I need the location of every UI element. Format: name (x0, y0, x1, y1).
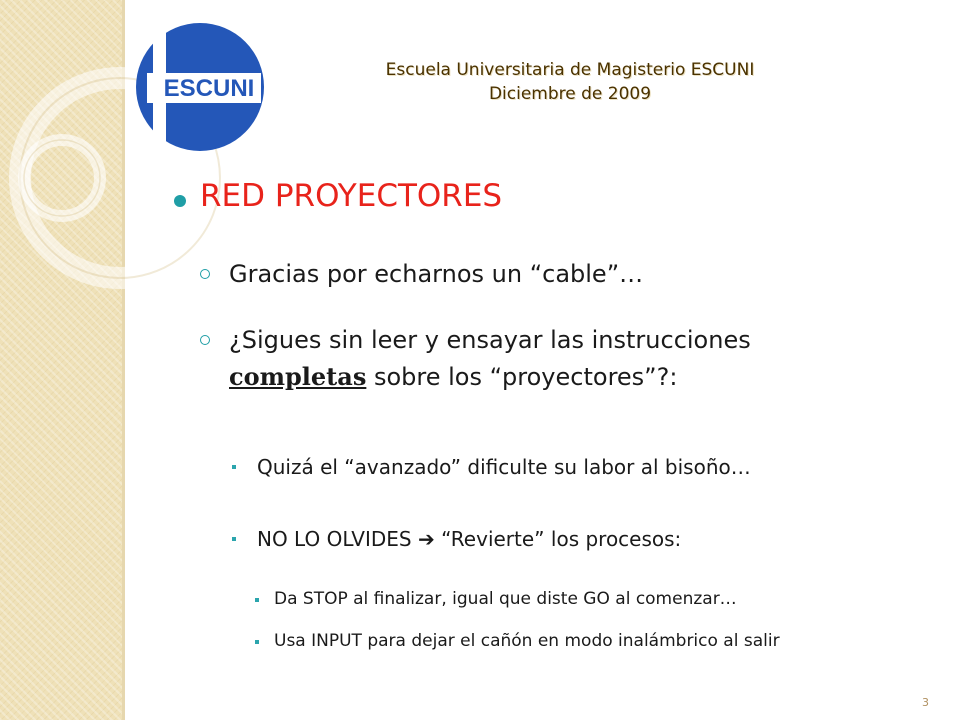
emphasis-completas: completas (229, 362, 367, 391)
header-date: Diciembre de 2009 (488, 84, 652, 104)
bullet-text-2-rest: sobre los “proyectores”?: (366, 363, 678, 391)
slide-number: 3 (922, 696, 929, 709)
square-bullet-icon (232, 537, 236, 541)
sub-bullet-text-2: NO LO OLVIDES ➔ “Revierte” los procesos: (257, 527, 682, 551)
escuni-logo (133, 20, 267, 154)
bullet-text-2-line2 (229, 362, 677, 391)
sub-bullet-text-1: Quizá el “avanzado” dificulte su labor al bisoño… (257, 455, 751, 479)
bullet-text-1: Gracias por echarnos un “cable”… (229, 260, 644, 288)
logo-text: ESCUNI (163, 75, 255, 102)
header-school-name: Escuela Universitaria de Magisterio ESCUNI (385, 60, 755, 80)
sub-sub-bullet-text-1: Da STOP al finalizar, igual que diste GO al comenzar… (274, 589, 737, 609)
sub-sub-bullet-text-2: Usa INPUT para dejar el cañón en modo inalámbrico al salir (274, 631, 780, 651)
bullet-text-2-line1: ¿Sigues sin leer y ensayar las instrucciones (229, 326, 751, 354)
square-bullet-icon (255, 598, 259, 602)
square-bullet-icon (232, 465, 236, 469)
ring-bullet-icon (200, 269, 210, 279)
ring-bullet-icon (200, 335, 210, 345)
slide-title: RED PROYECTORES (200, 178, 503, 214)
square-bullet-icon (255, 640, 259, 644)
slide-header (310, 58, 830, 106)
bullet-dot-icon (174, 195, 186, 207)
